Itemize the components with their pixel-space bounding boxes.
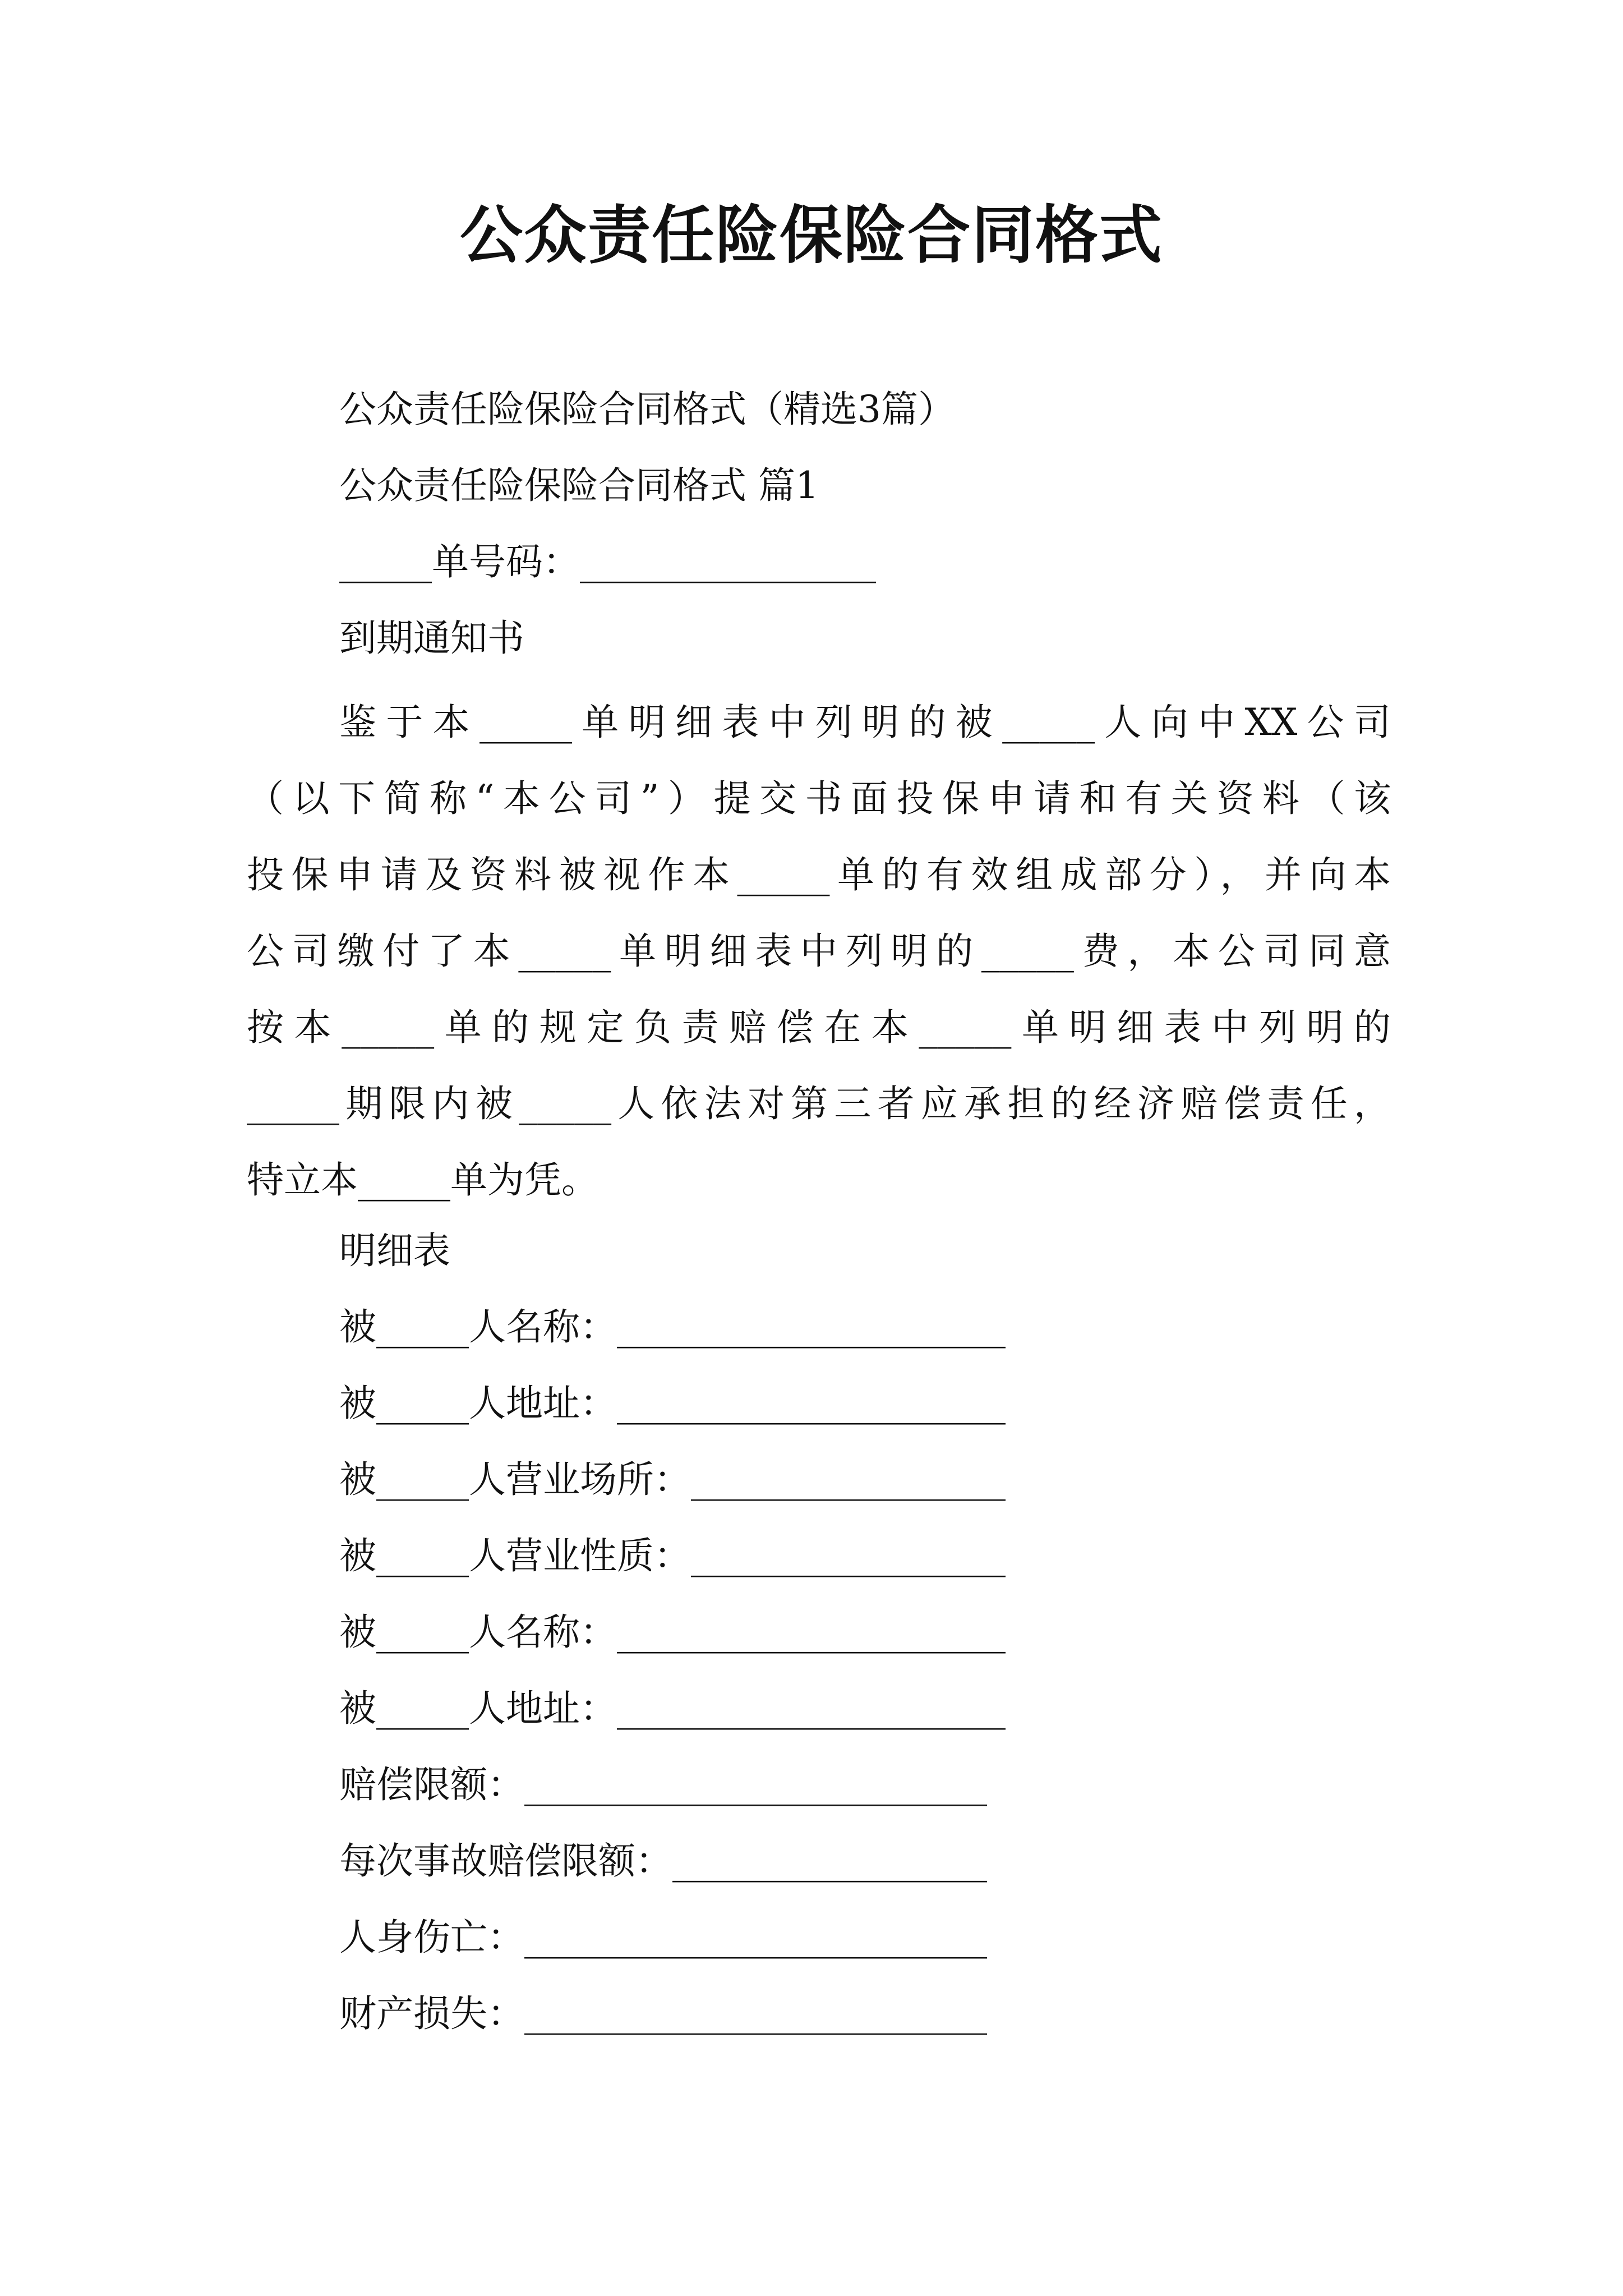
schedule-field-property-loss: 财产损失：_________________________	[339, 1992, 987, 2035]
schedule-field-per-accident-limit: 每次事故赔偿限额：_________________	[339, 1839, 987, 1883]
section-heading: 公众责任险保险合同格式 篇1	[339, 464, 819, 507]
schedule-title: 明细表	[339, 1229, 450, 1272]
document-title: 公众责任险保险合同格式	[460, 199, 1163, 272]
paragraph-line: 特立本_____单为凭。	[247, 1158, 598, 1202]
paragraph-line: 公司缴付了本_____单明细表中列明的_____费，本公司同意	[247, 930, 1391, 973]
notice-title: 到期通知书	[339, 616, 524, 660]
paragraph-line: _____期限内被_____人依法对第三者应承担的经济赔偿责任，	[247, 1082, 1391, 1125]
paragraph-line: 按本_____单的规定负责赔偿在本_____单明细表中列明的	[247, 1006, 1391, 1049]
schedule-field-indemnity-limit: 赔偿限额：_________________________	[339, 1763, 987, 1806]
notice-body-paragraph	[247, 684, 1391, 1218]
policy-number-line: _____单号码：________________	[339, 540, 876, 583]
paragraph-line: 鉴于本_____单明细表中列明的被_____人向中XX公司	[339, 701, 1391, 744]
schedule-field-insured-address: 被_____人地址：_____________________	[339, 1382, 1006, 1425]
schedule-field-insured-name-2: 被_____人名称：_____________________	[339, 1611, 1006, 1654]
paragraph-line: （以下简称“本公司”）提交书面投保申请和有关资料（该	[247, 777, 1391, 820]
schedule-field-insured-address-2: 被_____人地址：_____________________	[339, 1687, 1006, 1730]
schedule-field-business-nature: 被_____人营业性质：_________________	[339, 1534, 1006, 1577]
schedule-field-bodily-injury: 人身伤亡：_________________________	[339, 1916, 987, 1959]
document-subtitle: 公众责任险保险合同格式（精选3篇）	[339, 388, 955, 431]
schedule-field-business-premises: 被_____人营业场所：_________________	[339, 1458, 1006, 1501]
schedule-field-insured-name: 被_____人名称：_____________________	[339, 1305, 1006, 1349]
paragraph-line: 投保申请及资料被视作本_____单的有效组成部分），并向本	[247, 853, 1391, 896]
